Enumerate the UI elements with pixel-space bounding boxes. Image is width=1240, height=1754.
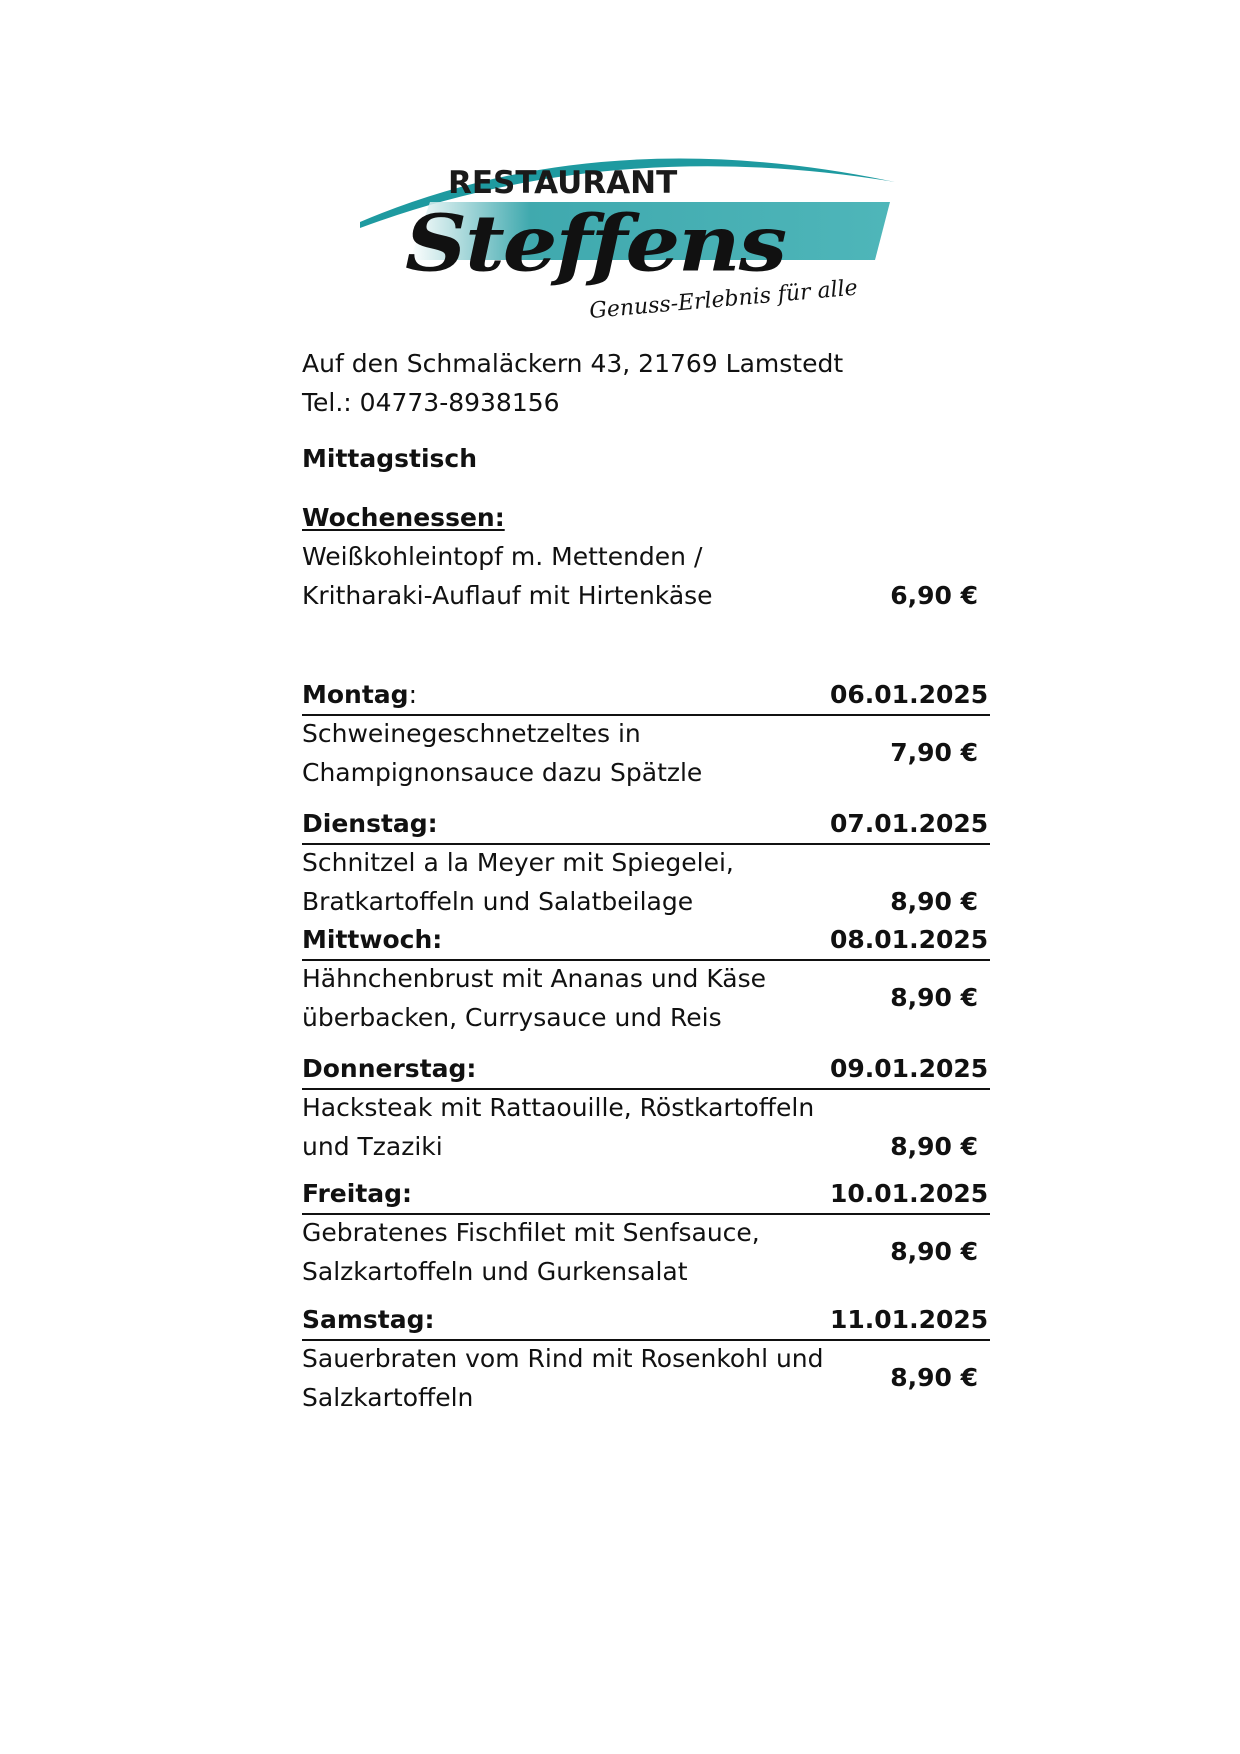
weekly-dish-line1: Weißkohleintopf m. Mettenden / bbox=[302, 542, 703, 571]
weekly-price: 6,90 € bbox=[890, 581, 978, 610]
dish-line1: Gebratenes Fischfilet mit Senfsauce, bbox=[302, 1218, 760, 1247]
dish-line2: überbacken, Currysauce und Reis bbox=[302, 1003, 722, 1032]
day-date: 09.01.2025 bbox=[830, 1054, 989, 1083]
dish-line1: Hähnchenbrust mit Ananas und Käse bbox=[302, 964, 767, 993]
day-name: Mittwoch: bbox=[302, 925, 443, 954]
day-header-freitag bbox=[302, 1175, 990, 1215]
dish-line2: Champignonsauce dazu Spätzle bbox=[302, 758, 703, 787]
day-date: 06.01.2025 bbox=[830, 680, 989, 709]
dish-price: 8,90 € bbox=[890, 887, 978, 916]
logo-name-text: Steffens bbox=[405, 198, 786, 290]
day-name: Donnerstag: bbox=[302, 1054, 477, 1083]
dish-line2: Salzkartoffeln bbox=[302, 1383, 474, 1412]
dish-line2: Bratkartoffeln und Salatbeilage bbox=[302, 887, 694, 916]
day-header-montag bbox=[302, 676, 990, 716]
dish-price: 8,90 € bbox=[890, 1132, 978, 1161]
day-name: Montag: bbox=[302, 680, 418, 709]
dish-line1: Sauerbraten vom Rind mit Rosenkohl und bbox=[302, 1344, 824, 1373]
address-street: Auf den Schmaläckern 43, 21769 Lamstedt bbox=[302, 349, 844, 378]
weekly-dish-line2: Kritharaki-Auflauf mit Hirtenkäse bbox=[302, 581, 713, 610]
logo-tagline: Genuss-Erlebnis für alle bbox=[588, 275, 859, 324]
day-header-dienstag bbox=[302, 805, 990, 845]
restaurant-logo bbox=[350, 140, 910, 340]
dish-line2: Salzkartoffeln und Gurkensalat bbox=[302, 1257, 688, 1286]
day-name: Freitag: bbox=[302, 1179, 413, 1208]
page-title: Mittagstisch bbox=[302, 444, 478, 473]
dish-price: 7,90 € bbox=[890, 738, 978, 767]
day-header-samstag bbox=[302, 1301, 990, 1341]
dish-line1: Schweinegeschnetzeltes in bbox=[302, 719, 641, 748]
day-header-mittwoch bbox=[302, 921, 990, 961]
day-date: 10.01.2025 bbox=[830, 1179, 989, 1208]
dish-price: 8,90 € bbox=[890, 1237, 978, 1266]
weekly-label: Wochenessen: bbox=[302, 503, 505, 532]
logo-graphic bbox=[350, 140, 910, 340]
dish-line1: Hacksteak mit Rattaouille, Röstkartoffeln bbox=[302, 1093, 815, 1122]
dish-price: 8,90 € bbox=[890, 983, 978, 1012]
day-date: 07.01.2025 bbox=[830, 809, 989, 838]
day-header-donnerstag bbox=[302, 1050, 990, 1090]
dish-line1: Schnitzel a la Meyer mit Spiegelei, bbox=[302, 848, 734, 877]
address-phone: Tel.: 04773-8938156 bbox=[302, 388, 560, 417]
day-date: 08.01.2025 bbox=[830, 925, 989, 954]
day-date: 11.01.2025 bbox=[830, 1305, 989, 1334]
dish-line2: und Tzaziki bbox=[302, 1132, 443, 1161]
day-name: Samstag: bbox=[302, 1305, 435, 1334]
logo-restaurant-text: RESTAURANT bbox=[448, 165, 678, 201]
dish-price: 8,90 € bbox=[890, 1363, 978, 1392]
day-name: Dienstag: bbox=[302, 809, 438, 838]
